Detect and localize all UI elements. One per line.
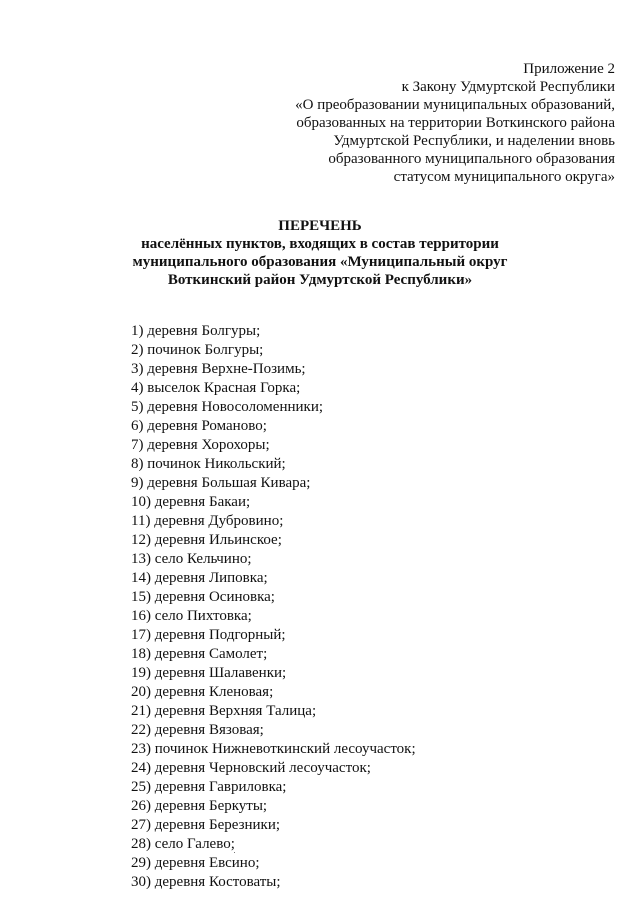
list-item: 3) деревня Верхне-Позимь; [131,361,306,377]
appendix-line: образованных на территории Воткинского района [296,115,615,131]
list-item: 2) починок Болгуры; [131,342,264,358]
list-item: 9) деревня Большая Кивара; [131,475,311,491]
list-item: 30) деревня Костоваты; [131,874,281,890]
list-item: 17) деревня Подгорный; [131,627,286,643]
list-item: 24) деревня Черновский лесоучасток; [131,760,371,776]
list-item: 10) деревня Бакаи; [131,494,251,510]
list-item: 25) деревня Гавриловка; [131,779,287,795]
title-line: Воткинский район Удмуртской Республики» [167,272,473,288]
settlement-list [131,322,416,892]
list-item: 28) село Галево; [131,836,235,852]
list-item: 18) деревня Самолет; [131,646,268,662]
list-item: 5) деревня Новосоломенники; [131,399,324,415]
title-main: ПЕРЕЧЕНЬ [278,218,362,234]
list-item: 23) починок Нижневоткинский лесоучасток; [131,741,416,757]
list-item: 7) деревня Хорохоры; [131,437,270,453]
appendix-line: статусом муниципального округа» [393,169,615,185]
list-item: 14) деревня Липовка; [131,570,268,586]
list-item: 13) село Кельчино; [131,551,252,567]
list-item: 20) деревня Кленовая; [131,684,274,700]
list-item: 21) деревня Верхняя Талица; [131,703,317,719]
list-item: 8) починок Никольский; [131,456,286,472]
list-item: 16) село Пихтовка; [131,608,252,624]
list-item: 27) деревня Березники; [131,817,281,833]
list-item: 15) деревня Осиновка; [131,589,275,605]
list-item: 29) деревня Евсино; [131,855,260,871]
appendix-line: Приложение 2 [523,61,615,77]
list-item: 6) деревня Романово; [131,418,267,434]
scan-speck [234,852,235,853]
appendix-line: к Закону Удмуртской Республики [401,79,615,95]
list-item: 1) деревня Болгуры; [131,323,261,339]
document-title [0,217,640,289]
list-item: 22) деревня Вязовая; [131,722,264,738]
list-item: 19) деревня Шалавенки; [131,665,287,681]
appendix-line: образованного муниципального образования [328,151,615,167]
list-item: 11) деревня Дубровино; [131,513,284,529]
appendix-line: «О преобразовании муниципальных образований, [295,97,615,113]
title-line: муниципального образования «Муниципальный округ [132,254,508,270]
appendix-line: Удмуртской Республики, и наделении вновь [333,133,615,149]
list-item: 12) деревня Ильинское; [131,532,282,548]
list-item: 4) выселок Красная Горка; [131,380,301,396]
appendix-header [295,60,615,186]
list-item: 26) деревня Беркуты; [131,798,268,814]
title-line: населённых пунктов, входящих в состав территории [141,236,499,252]
